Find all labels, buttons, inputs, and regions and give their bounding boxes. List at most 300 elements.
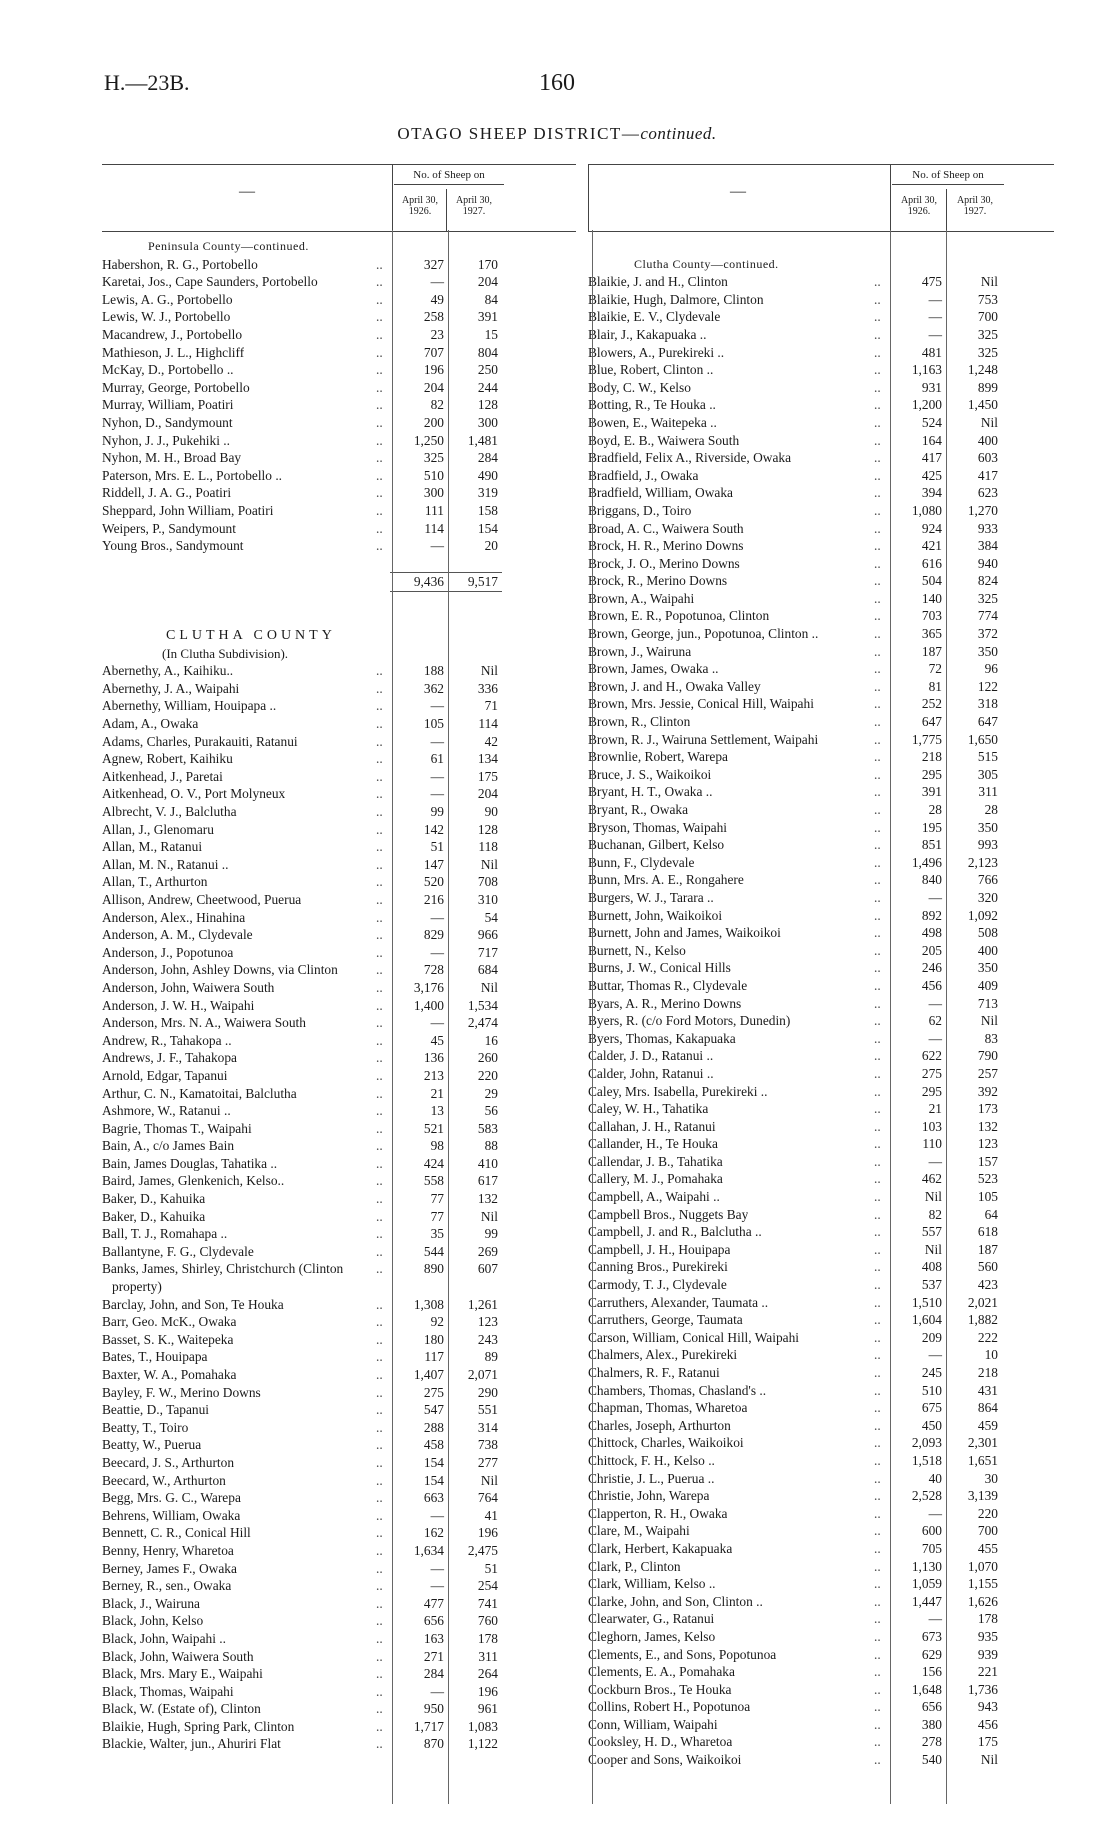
owner-name: Clark, Herbert, Kakapuaka xyxy=(588,1540,733,1556)
owner-name: Blaikie, Hugh, Dalmore, Clinton xyxy=(588,291,764,307)
leader-dots: .. xyxy=(874,1013,881,1029)
sheep-1926: 327 xyxy=(423,256,444,272)
table-row xyxy=(102,873,576,891)
owner-name: Black, Thomas, Waipahi xyxy=(102,1683,234,1699)
owner-name: Berney, James F., Owaka xyxy=(102,1560,237,1576)
owner-name: Allison, Andrew, Cheetwood, Puerua xyxy=(102,891,302,907)
table-row xyxy=(588,1382,1054,1400)
owner-name: Anderson, Mrs. N. A., Waiwera South xyxy=(102,1015,306,1031)
sheep-1927: 966 xyxy=(477,927,498,943)
owner-name: Burnett, N., Kelso xyxy=(588,942,686,958)
sheep-1926: 61 xyxy=(430,751,444,767)
owner-name: Macandrew, J., Portobello xyxy=(102,326,243,342)
owner-name: Brown, A., Waipahi xyxy=(588,590,695,606)
sheep-1927: 254 xyxy=(477,1578,498,1594)
leader-dots: .. xyxy=(376,467,383,483)
owner-name: Murray, George, Portobello xyxy=(102,379,250,395)
table-row xyxy=(588,1663,1054,1681)
leader-dots: .. xyxy=(874,555,881,571)
table-row xyxy=(588,783,1054,801)
left-table-header xyxy=(102,164,576,232)
leader-dots: .. xyxy=(874,889,881,905)
table-row xyxy=(588,819,1054,837)
table-row xyxy=(588,1118,1054,1136)
leader-dots: .. xyxy=(874,362,881,378)
table-row xyxy=(102,502,576,520)
owner-name: Adams, Charles, Purakauiti, Ratanui xyxy=(102,733,298,749)
sheep-1927: 1,155 xyxy=(967,1576,998,1592)
leader-dots: .. xyxy=(376,1648,383,1664)
sheep-1927: 455 xyxy=(977,1540,998,1556)
owner-name: Brownlie, Robert, Warepa xyxy=(588,749,728,765)
sheep-1926: — xyxy=(430,909,444,925)
sheep-1927: 1,534 xyxy=(467,997,498,1013)
owner-name: Brown, George, jun., Popotunoa, Clinton .. xyxy=(588,626,819,642)
sheep-1926: 246 xyxy=(921,960,942,976)
owner-name: Blaikie, E. V., Clydevale xyxy=(588,309,721,325)
owner-name: Anderson, A. M., Clydevale xyxy=(102,927,253,943)
sheep-1926: 180 xyxy=(423,1331,444,1347)
table-row xyxy=(588,766,1054,784)
sheep-1926: 675 xyxy=(921,1400,942,1416)
spacer-row xyxy=(588,238,1054,256)
sheep-1926: — xyxy=(928,309,942,325)
table-row xyxy=(588,1346,1054,1364)
table-row xyxy=(102,1454,576,1472)
owner-name: Campbell Bros., Nuggets Bay xyxy=(588,1206,749,1222)
leader-dots: .. xyxy=(376,502,383,518)
sheep-1927: 64 xyxy=(984,1206,998,1222)
sheep-1926: 117 xyxy=(424,1349,444,1365)
leader-dots: .. xyxy=(874,1628,881,1644)
sheep-1926: 218 xyxy=(921,749,942,765)
sheep-1926: — xyxy=(430,1507,444,1523)
table-row xyxy=(102,1120,576,1138)
owner-name: Burns, J. W., Conical Hills xyxy=(588,960,731,976)
sheep-1927: 1,651 xyxy=(967,1452,998,1468)
owner-name: Blaikie, Hugh, Spring Park, Clinton xyxy=(102,1718,295,1734)
owner-name: Begg, Mrs. G. C., Warepa xyxy=(102,1490,241,1506)
table-row xyxy=(588,695,1054,713)
table-row xyxy=(102,537,576,555)
sheep-1926: 23 xyxy=(430,326,444,342)
table-row xyxy=(102,803,576,821)
leader-dots: .. xyxy=(874,1593,881,1609)
leader-dots: .. xyxy=(376,874,383,890)
table-row xyxy=(588,1505,1054,1523)
sheep-1926: 673 xyxy=(921,1628,942,1644)
table-row xyxy=(102,1085,576,1103)
sheep-1927: 319 xyxy=(477,485,498,501)
sheep-1927: 83 xyxy=(984,1030,998,1046)
sheep-1927: 114 xyxy=(478,716,498,732)
leader-dots: .. xyxy=(874,1048,881,1064)
owner-name: Lewis, A. G., Portobello xyxy=(102,291,233,307)
owner-name: Abernethy, A., Kaihiku.. xyxy=(102,663,234,679)
sheep-1926: 498 xyxy=(921,925,942,941)
leader-dots: .. xyxy=(874,1118,881,1134)
sheep-1927: 250 xyxy=(477,362,498,378)
table-row xyxy=(102,1032,576,1050)
leader-dots: .. xyxy=(874,661,881,677)
table-row xyxy=(102,821,576,839)
owner-name: Clearwater, G., Ratanui xyxy=(588,1611,715,1627)
owner-name: Sheppard, John William, Poatiri xyxy=(102,502,274,518)
sheep-1926: 924 xyxy=(921,520,942,536)
owner-name: Allan, M. N., Ratanui .. xyxy=(102,856,229,872)
owner-name: Byers, Thomas, Kakapuaka xyxy=(588,1030,736,1046)
owner-name: Baird, James, Glenkenich, Kelso.. xyxy=(102,1173,285,1189)
sheep-1927: 417 xyxy=(977,467,998,483)
owner-name: Burnett, John and James, Waikoikoi xyxy=(588,925,781,941)
owner-name: Anderson, John, Ashley Downs, via Clinton xyxy=(102,962,338,978)
leader-dots: .. xyxy=(376,821,383,837)
leader-dots: .. xyxy=(376,804,383,819)
sheep-1927: 314 xyxy=(477,1419,498,1435)
owner-name: Burnett, John, Waikoikoi xyxy=(588,907,723,923)
sheep-1926: 362 xyxy=(423,680,444,696)
sheep-1927: 318 xyxy=(977,696,998,712)
owner-name: Albrecht, V. J., Balclutha xyxy=(102,804,237,819)
sheep-1926: — xyxy=(430,698,444,714)
owner-name: Boyd, E. B., Waiwera South xyxy=(588,432,740,448)
table-row xyxy=(588,1399,1054,1417)
sheep-1926: 391 xyxy=(921,784,942,800)
owner-name: Beecard, J. S., Arthurton xyxy=(102,1454,235,1470)
sheep-1927: 372 xyxy=(977,626,998,642)
table-row xyxy=(102,1102,576,1120)
sheep-1927: 1,261 xyxy=(467,1296,498,1312)
leader-dots: .. xyxy=(376,1560,383,1576)
section-heading xyxy=(588,256,1054,274)
sheep-1927: Nil xyxy=(480,856,498,872)
owner-name: Nyhon, M. H., Broad Bay xyxy=(102,450,242,466)
owner-name: Chambers, Thomas, Chasland's .. xyxy=(588,1382,767,1398)
table-row xyxy=(588,1135,1054,1153)
sheep-1927: 1,122 xyxy=(467,1736,498,1752)
owner-name: Karetai, Jos., Cape Saunders, Portobello xyxy=(102,274,318,290)
leader-dots: .. xyxy=(874,1241,881,1257)
owner-name: Calder, J. D., Ratanui .. xyxy=(588,1048,714,1064)
owner-name: Clements, E., and Sons, Popotunoa xyxy=(588,1646,777,1662)
table-row xyxy=(102,1665,576,1683)
leader-dots: .. xyxy=(376,1314,383,1330)
sheep-1927: 993 xyxy=(977,837,998,853)
owner-name: Anderson, John, Waiwera South xyxy=(102,979,275,995)
sheep-1927: 940 xyxy=(977,555,998,571)
table-row xyxy=(588,396,1054,414)
sheep-1927: 350 xyxy=(977,819,998,835)
owner-name: Brock, J. O., Merino Downs xyxy=(588,555,740,571)
owner-name: Chittock, Charles, Waikoikoi xyxy=(588,1435,744,1451)
leader-dots: .. xyxy=(376,1120,383,1136)
owner-name: Nyhon, D., Sandymount xyxy=(102,414,233,430)
sheep-1927: Nil xyxy=(980,414,998,430)
leader-dots: .. xyxy=(874,1382,881,1398)
sheep-1927: 178 xyxy=(477,1630,498,1646)
owner-name: Paterson, Mrs. E. L., Portobello .. xyxy=(102,467,283,483)
table-row xyxy=(588,678,1054,696)
sheep-1926: 271 xyxy=(423,1648,444,1664)
right-divider xyxy=(890,230,891,1804)
leader-dots: .. xyxy=(874,1576,881,1592)
leader-dots: .. xyxy=(874,1646,881,1662)
sheep-1927: 105 xyxy=(977,1189,998,1205)
sheep-1927: 123 xyxy=(477,1314,498,1330)
owner-name: Brown, J., Wairuna xyxy=(588,643,692,659)
sheep-1926: 537 xyxy=(921,1277,942,1293)
table-row xyxy=(588,1047,1054,1065)
leader-dots: .. xyxy=(874,414,881,430)
sheep-1926: 140 xyxy=(921,590,942,606)
table-row xyxy=(588,1012,1054,1030)
owner-name: Ballantyne, F. G., Clydevale xyxy=(102,1243,254,1259)
table-row xyxy=(588,467,1054,485)
table-row xyxy=(102,520,576,538)
table-row xyxy=(588,326,1054,344)
sheep-1926: 82 xyxy=(928,1206,942,1222)
sheep-1927: 196 xyxy=(477,1683,498,1699)
owner-name: Riddell, J. A. G., Poatiri xyxy=(102,485,232,501)
table-row xyxy=(102,1401,576,1419)
leader-dots: .. xyxy=(376,397,383,413)
owner-name: Cooksley, H. D., Wharetoa xyxy=(588,1734,733,1750)
table-row xyxy=(588,1470,1054,1488)
leader-dots: .. xyxy=(874,1065,881,1081)
owner-name: Anderson, J., Popotunoa xyxy=(102,944,234,960)
sheep-1926: 421 xyxy=(921,538,942,554)
table-row xyxy=(588,1153,1054,1171)
sheep-1926: — xyxy=(928,1030,942,1046)
sheep-1926: 629 xyxy=(921,1646,942,1662)
owner-name: Brown, Mrs. Jessie, Conical Hill, Waipahi xyxy=(588,696,814,712)
owner-name: Brown, R. J., Wairuna Settlement, Waipahi xyxy=(588,731,819,747)
sheep-1926: — xyxy=(430,768,444,784)
sheep-1926: 394 xyxy=(921,485,942,501)
sheep-1926: 705 xyxy=(921,1540,942,1556)
owner-name: Beattie, D., Tapanui xyxy=(102,1402,210,1418)
leader-dots: .. xyxy=(874,309,881,325)
sheep-1927: 42 xyxy=(484,733,498,749)
leader-dots: .. xyxy=(376,379,383,395)
sheep-1926: — xyxy=(430,1015,444,1031)
sheep-1926: 147 xyxy=(423,856,444,872)
header-dash: — xyxy=(239,183,255,200)
sheep-1927: 760 xyxy=(477,1613,498,1629)
owner-name: Blair, J., Kakapuaka .. xyxy=(588,326,707,342)
owner-name: Burgers, W. J., Tarara .. xyxy=(588,889,714,905)
owner-name: Andrew, R., Tahakopa .. xyxy=(102,1032,232,1048)
sheep-1927: 325 xyxy=(977,590,998,606)
sheep-1927: 16 xyxy=(484,1032,498,1048)
sheep-1926: 1,080 xyxy=(911,502,942,518)
sheep-1927: 350 xyxy=(977,643,998,659)
sheep-1926: 703 xyxy=(921,608,942,624)
leader-dots: .. xyxy=(376,1155,383,1171)
leader-dots: .. xyxy=(874,749,881,765)
leader-dots: .. xyxy=(874,995,881,1011)
table-row xyxy=(102,1243,576,1261)
sheep-1927: 54 xyxy=(484,909,498,925)
sheep-1926: — xyxy=(430,733,444,749)
sheep-1927: 943 xyxy=(977,1699,998,1715)
table-row xyxy=(102,1067,576,1085)
sheep-1927: 123 xyxy=(977,1136,998,1152)
sheep-1927: 320 xyxy=(977,889,998,905)
leader-dots: .. xyxy=(376,1261,383,1277)
owner-name: Collins, Robert H., Popotunoa xyxy=(588,1699,751,1715)
sheep-1926: 870 xyxy=(423,1736,444,1752)
table-row xyxy=(588,1241,1054,1259)
sheep-1926: 417 xyxy=(921,450,942,466)
leader-dots: .. xyxy=(874,960,881,976)
table-row xyxy=(588,1628,1054,1646)
sheep-1927: 128 xyxy=(477,397,498,413)
leader-dots: .. xyxy=(874,502,881,518)
leader-dots: .. xyxy=(874,291,881,307)
sheep-1926: 200 xyxy=(423,414,444,430)
sheep-1926: 13 xyxy=(430,1103,444,1119)
leader-dots: .. xyxy=(874,626,881,642)
table-row xyxy=(588,1487,1054,1505)
leader-dots: .. xyxy=(376,1595,383,1611)
leader-dots: .. xyxy=(376,1525,383,1541)
sheep-1926: — xyxy=(928,995,942,1011)
leader-dots: .. xyxy=(874,1224,881,1240)
table-row xyxy=(588,344,1054,362)
table-row xyxy=(102,1278,576,1296)
sheep-1926: 245 xyxy=(921,1365,942,1380)
sheep-1926: 98 xyxy=(430,1138,444,1154)
sheep-1927: 89 xyxy=(484,1349,498,1365)
leader-dots: .. xyxy=(874,538,881,554)
leader-dots: .. xyxy=(376,1384,383,1400)
sheep-1927: 222 xyxy=(977,1329,998,1345)
sheep-1926: 156 xyxy=(921,1664,942,1680)
table-row xyxy=(588,1751,1054,1769)
owner-name: Anderson, Alex., Hinahina xyxy=(102,909,246,925)
owner-name: Blue, Robert, Clinton .. xyxy=(588,362,714,378)
sheep-1927: 1,070 xyxy=(967,1558,998,1574)
leader-dots: .. xyxy=(376,716,383,732)
county-heading xyxy=(102,627,576,645)
owner-name: Blackie, Walter, jun., Ahuriri Flat xyxy=(102,1736,281,1752)
sheep-1926: 62 xyxy=(928,1013,942,1029)
owner-name: Buttar, Thomas R., Clydevale xyxy=(588,977,748,993)
sheep-1927: 2,123 xyxy=(967,854,998,870)
leader-dots: .. xyxy=(874,1752,881,1768)
sheep-1927: 88 xyxy=(484,1138,498,1154)
sheep-1926: 462 xyxy=(921,1171,942,1187)
leader-dots: .. xyxy=(376,1191,383,1207)
sheep-1926: 1,059 xyxy=(911,1576,942,1592)
table-row xyxy=(102,396,576,414)
leader-dots: .. xyxy=(874,573,881,589)
sheep-1927: 459 xyxy=(977,1417,998,1433)
sheep-1927: 515 xyxy=(977,749,998,765)
sheep-1926: — xyxy=(430,538,444,554)
sheep-1926: 9,436 xyxy=(413,574,444,590)
leader-dots: .. xyxy=(376,309,383,325)
owner-name: Banks, James, Shirley, Christchurch (Clinton xyxy=(102,1261,344,1277)
table-row xyxy=(588,1452,1054,1470)
table-row xyxy=(102,680,576,698)
sheep-1927: 290 xyxy=(477,1384,498,1400)
leader-dots: .. xyxy=(376,768,383,784)
sheep-1927: 824 xyxy=(977,573,998,589)
leader-dots: .. xyxy=(376,1437,383,1453)
leader-dots: .. xyxy=(874,1435,881,1451)
sheep-1927: 84 xyxy=(484,291,498,307)
sheep-1926: 1,163 xyxy=(911,362,942,378)
sheep-1926: 510 xyxy=(921,1382,942,1398)
leader-dots: .. xyxy=(376,839,383,855)
sheep-1926: 325 xyxy=(423,450,444,466)
table-row xyxy=(102,361,576,379)
owner-name: Andrews, J. F., Tahakopa xyxy=(102,1050,237,1066)
owner-name: Bayley, F. W., Merino Downs xyxy=(102,1384,261,1400)
sheep-1927: 623 xyxy=(977,485,998,501)
sheep-1927: 700 xyxy=(977,309,998,325)
owner-name: Black, W. (Estate of), Clinton xyxy=(102,1701,261,1717)
owner-name: Bennett, C. R., Conical Hill xyxy=(102,1525,251,1541)
leader-dots: .. xyxy=(376,962,383,978)
owner-name: Clark, William, Kelso .. xyxy=(588,1576,716,1592)
owner-name: Basset, S. K., Waitepeka xyxy=(102,1331,234,1347)
sheep-1927: 257 xyxy=(977,1065,998,1081)
owner-name: Black, J., Wairuna xyxy=(102,1595,200,1611)
owner-name: Black, John, Waiwera South xyxy=(102,1648,254,1664)
sheep-1926: 547 xyxy=(423,1402,444,1418)
sheep-1927: 20 xyxy=(484,538,498,554)
leader-dots: .. xyxy=(874,1206,881,1222)
sheep-1927: Nil xyxy=(480,1208,498,1224)
leader-dots: .. xyxy=(376,538,383,554)
sheep-1926: 1,400 xyxy=(413,997,444,1013)
title-italic: continued. xyxy=(640,124,717,143)
sheep-1927: 311 xyxy=(478,1648,498,1664)
sheep-1926: — xyxy=(928,326,942,342)
sheep-1926: 2,093 xyxy=(911,1435,942,1451)
leader-dots: .. xyxy=(874,520,881,536)
table-row xyxy=(588,1329,1054,1347)
owner-name: Behrens, William, Owaka xyxy=(102,1507,241,1523)
owner-name: Allan, J., Glenomaru xyxy=(102,821,214,837)
sheep-1927: 175 xyxy=(977,1734,998,1750)
table-row xyxy=(588,1733,1054,1751)
leader-dots: .. xyxy=(874,696,881,712)
sheep-1926: 380 xyxy=(921,1716,942,1732)
table-row xyxy=(588,273,1054,291)
owner-name: Christie, J. L., Puerua .. xyxy=(588,1470,715,1486)
table-row xyxy=(588,1188,1054,1206)
sheep-1926: 425 xyxy=(921,467,942,483)
owner-name: Brock, R., Merino Downs xyxy=(588,573,728,589)
leader-dots: .. xyxy=(874,766,881,782)
leader-dots: .. xyxy=(874,274,881,290)
leader-dots: .. xyxy=(874,837,881,853)
sheep-1926: — xyxy=(928,1153,942,1169)
sheep-1927: 132 xyxy=(477,1191,498,1207)
leader-dots: .. xyxy=(376,1542,383,1558)
sheep-1926: 300 xyxy=(423,485,444,501)
header-sheep-group: No. of Sheep on xyxy=(394,169,504,185)
sheep-1927: 51 xyxy=(484,1560,498,1576)
table-row xyxy=(588,889,1054,907)
sheep-1926: 950 xyxy=(423,1701,444,1717)
leader-dots: .. xyxy=(874,590,881,606)
sheep-1926: 1,250 xyxy=(413,432,444,448)
